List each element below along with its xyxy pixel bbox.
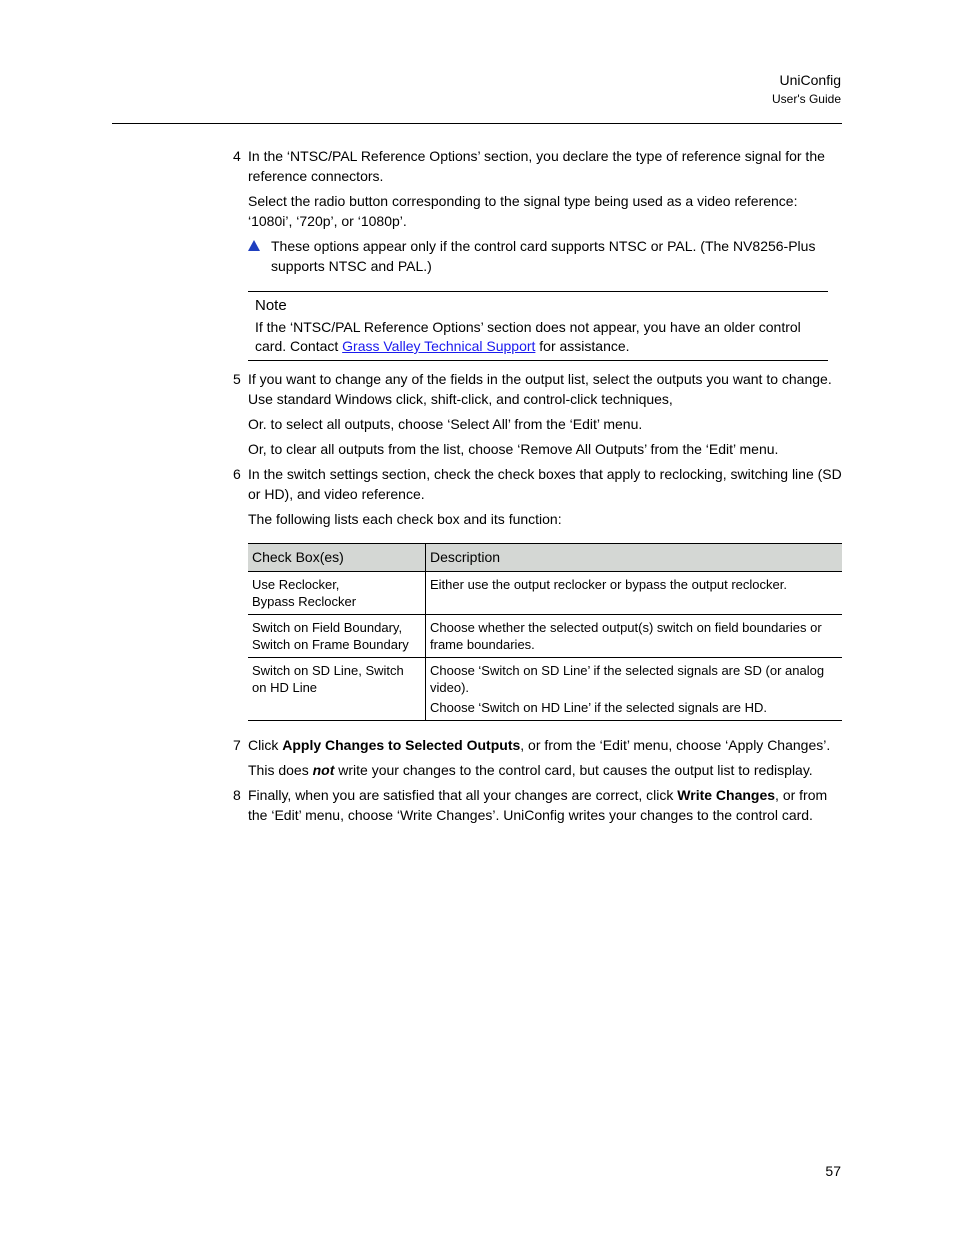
step-5-paragraph-2: Or, to clear all outputs from the list, choose ‘Remove All Outputs’ from the ‘Edit’ menu.	[248, 441, 779, 457]
note-box	[248, 291, 828, 361]
step-number: 5	[233, 371, 241, 387]
bullet-text: These options appear only if the control card supports NTSC or PAL. (The NV8256-Plus supports NTSC and PAL.)	[271, 238, 816, 274]
running-header-title: UniConfig	[779, 72, 841, 88]
table-cell-check-boxes	[248, 658, 426, 721]
step-text-post: , or from the ‘Edit’ menu, choose ‘Write Changes’. UniConfig writes your changes to the control card.	[248, 787, 828, 823]
write-changes-command: Write Changes	[677, 787, 776, 803]
table-row	[248, 572, 842, 615]
para-pre: This does	[248, 762, 313, 778]
header-rule	[112, 123, 842, 124]
table-cell-check-boxes	[248, 615, 426, 658]
cell-line: Switch on Frame Boundary	[252, 637, 409, 652]
table-cell-check-boxes	[248, 572, 426, 615]
step-number: 4	[233, 148, 241, 164]
cell-line: Choose ‘Switch on SD Line’ if the selected signals are SD (or analog video).	[430, 663, 825, 695]
column-header-description: Description	[426, 544, 843, 572]
technical-support-link[interactable]: Grass Valley Technical Support	[342, 338, 536, 354]
note-heading: Note	[255, 297, 287, 314]
step-text: In the switch settings section, check the check boxes that apply to reclocking, switching line (SD or HD), and video reference.	[248, 466, 842, 502]
cell-line: Choose whether the selected output(s) switch on field boundaries or frame boundaries.	[430, 620, 822, 652]
step-text-pre: Click	[248, 737, 283, 753]
table-cell-description	[426, 658, 843, 721]
step-text-pre: Finally, when you are satisfied that all your changes are correct, click	[248, 787, 678, 803]
table-cell-description	[426, 615, 843, 658]
step-number: 8	[233, 787, 241, 803]
step-number: 7	[233, 737, 241, 753]
cell-line: Either use the output reclocker or bypass the output reclocker.	[430, 577, 787, 592]
cell-line: Switch on SD Line, Switch on HD Line	[252, 663, 404, 695]
emphasis-not: not	[312, 762, 335, 778]
para-post: write your changes to the control card, but causes the output list to redisplay.	[334, 762, 813, 778]
note-text-after: for assistance.	[535, 338, 630, 354]
note-text-before: If the ‘NTSC/PAL Reference Options’ section does not appear, you have an older control card. Contact	[255, 319, 801, 354]
table-row	[248, 658, 842, 721]
table-row	[248, 615, 842, 658]
triangle-bullet-icon	[248, 240, 260, 251]
table-header-row	[248, 544, 842, 572]
step-6-paragraph: The following lists each check box and its function:	[248, 511, 562, 527]
apply-changes-command: Apply Changes to Selected Outputs	[282, 737, 521, 753]
step-text: If you want to change any of the fields in the output list, select the outputs you want to change. Use standard Windows click, shift-click, and control-click techniques,	[248, 371, 832, 407]
check-box-table	[248, 543, 842, 721]
cell-line: Choose ‘Switch on HD Line’ if the selected signals are HD.	[430, 700, 767, 715]
step-4-paragraph: Select the radio button corresponding to the signal type being used as a video reference: ‘1080i’, ‘720p’, or ‘1080p’.	[248, 193, 798, 229]
step-5-paragraph-1: Or. to select all outputs, choose ‘Select All’ from the ‘Edit’ menu.	[248, 416, 643, 432]
cell-line: Switch on Field Boundary,	[252, 620, 403, 635]
step-text: In the ‘NTSC/PAL Reference Options’ section, you declare the type of reference signal for the reference connectors.	[248, 148, 825, 184]
note-text	[255, 318, 823, 356]
step-text-post: , or from the ‘Edit’ menu, choose ‘Apply Changes’.	[520, 737, 831, 753]
page-number: 57	[825, 1163, 841, 1179]
step-text	[248, 785, 843, 825]
cell-line: Bypass Reclocker	[252, 594, 357, 609]
step-7-paragraph	[248, 760, 843, 780]
table-cell-description	[426, 572, 843, 615]
step-text	[248, 735, 843, 755]
cell-line: Use Reclocker,	[252, 577, 340, 592]
step-number: 6	[233, 466, 241, 482]
column-header-check-boxes: Check Box(es)	[248, 544, 426, 572]
running-header-subtitle: User's Guide	[772, 92, 841, 106]
